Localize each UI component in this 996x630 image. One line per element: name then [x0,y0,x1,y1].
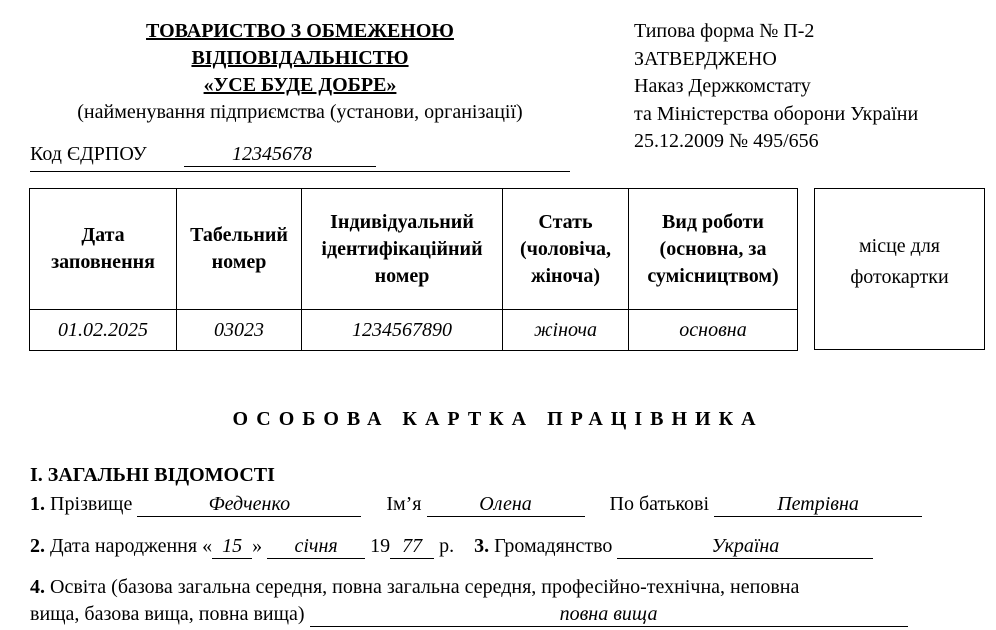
fill-date-value[interactable]: 01.02.2025 [30,310,177,351]
order-line2: та Міністерства оборони України [634,102,919,125]
col-tax-id: Індивідуальний ідентифікаційний номер [302,189,503,310]
birth-day-field[interactable]: 15 [212,534,252,559]
photo-label-line1: місце для [858,235,941,257]
header-row [30,189,798,310]
organization-block [20,18,580,126]
education-label-line2: вища, базова вища, повна вища) [30,603,305,625]
education-label-line1: Освіта (базова загальна середня, повна загальна середня, професійно-технічна, неповна [50,576,800,598]
item2-row [30,534,873,559]
table-row [30,310,798,351]
item2-num: 2. [30,535,45,557]
edrpou-value[interactable]: 12345678 [184,143,376,167]
photo-label-line2: фотокартки [850,266,949,288]
order-date: 25.12.2009 № 495/656 [634,130,819,152]
approval-block [634,18,918,156]
tax-id-value[interactable]: 1234567890 [302,310,503,351]
item4-num: 4. [30,576,45,598]
page-title: ОСОБОВА КАРТКА ПРАЦІВНИКА [232,408,764,430]
col-fill-date: Дата заповнення [30,189,177,310]
org-name-line1: ТОВАРИСТВО З ОБМЕЖЕНОЮ [146,20,454,42]
patronymic-label: По батькові [609,493,710,515]
gender-value[interactable]: жіноча [503,310,629,351]
edrpou-field [30,143,570,172]
tab-number-value[interactable]: 03023 [177,310,302,351]
header-table [29,188,798,351]
section-heading: І. ЗАГАЛЬНІ ВІДОМОСТІ [30,464,275,486]
name-field[interactable]: Олена [427,492,585,517]
form-number: Типова форма № П-2 [634,20,815,42]
edrpou-label: Код ЄДРПОУ [30,143,147,165]
col-work-type: Вид роботи (основна, за сумісництвом) [629,189,798,310]
org-caption: (найменування підприємства (установи, організації) [77,101,523,123]
birth-month-field[interactable]: січня [267,534,365,559]
surname-field[interactable]: Федченко [137,492,361,517]
approved-label: ЗАТВЕРДЖЕНО [634,47,777,70]
col-tab-number: Табельний номер [177,189,302,310]
quote-close: » [252,535,263,557]
item1-num: 1. [30,493,45,515]
birth-year-field[interactable]: 77 [390,534,434,559]
item3-num: 3. [474,535,490,557]
item4-row-2 [30,602,908,627]
work-type-value[interactable]: основна [629,310,798,351]
name-label: Ім’я [386,493,422,515]
patronymic-field[interactable]: Петрівна [714,492,922,517]
birthdate-label: Дата народження « [50,535,213,557]
org-name-line2: ВІДПОВІДАЛЬНІСТЮ [191,47,409,69]
col-gender: Стать (чоловіча, жіноча) [503,189,629,310]
surname-label: Прізвище [50,493,133,515]
birth-century: 19 [370,535,391,557]
item1-row [30,492,922,517]
citizenship-label: Громадянство [494,535,613,557]
year-suffix: р. [439,535,455,557]
education-field[interactable]: повна вища [310,602,908,627]
photo-placeholder [814,188,985,350]
org-name-line3: «УСЕ БУДЕ ДОБРЕ» [203,74,397,96]
item4-row [30,576,799,599]
citizenship-field[interactable]: Україна [617,534,873,559]
order-line1: Наказ Держкомстату [634,75,811,97]
